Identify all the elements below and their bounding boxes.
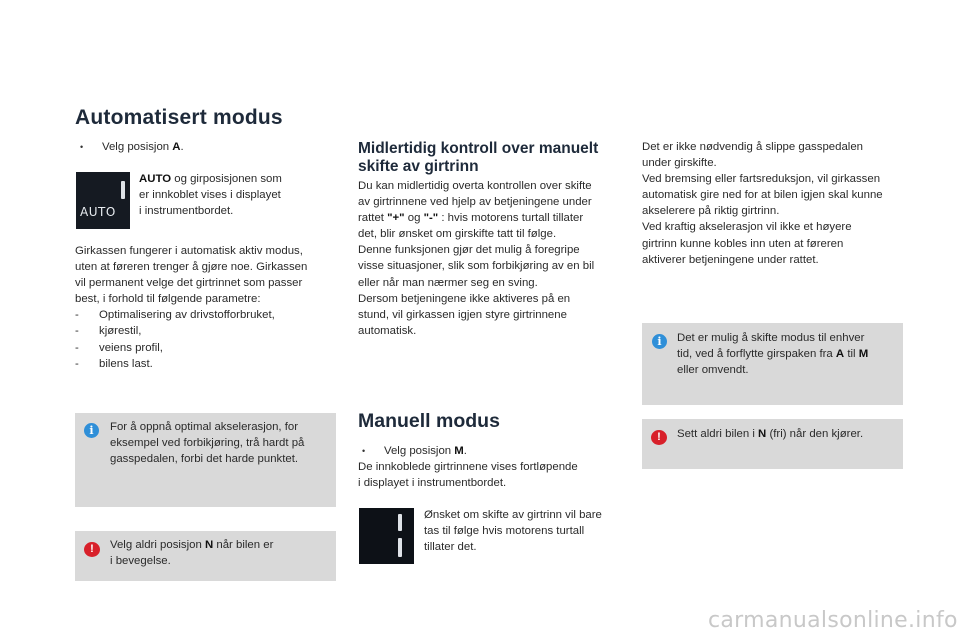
caption-line2: er innkoblet vises i displayet — [139, 189, 281, 202]
list-item — [75, 307, 307, 323]
info-line: gasspedalen, forbi det harde punktet. — [110, 453, 299, 466]
auto-mode-paragraph — [75, 243, 307, 372]
warning-icon: ! — [84, 542, 100, 557]
step-select-a — [80, 139, 184, 155]
manual-display-caption — [424, 507, 602, 555]
info-icon: i — [84, 423, 99, 438]
step-select-m — [362, 443, 467, 459]
step-position: A — [172, 141, 181, 153]
para-line: stund, vil girkassen igjen styre girtrinnene — [358, 308, 567, 321]
list-item-text: Optimalisering av drivstofforbruket, — [99, 309, 275, 322]
info-icon: i — [652, 334, 667, 349]
para-line: De innkoblede girtrinnene vises fortløpende — [358, 461, 578, 473]
gear-bar-upper — [398, 514, 402, 531]
para-line: Denne funksjonen gjør det mulig å foregripe — [358, 244, 580, 257]
step-bullet: • — [80, 142, 84, 152]
para-text: rattet — [358, 212, 388, 225]
warn-text: Sett aldri bilen i — [677, 428, 759, 440]
step-position: M — [454, 445, 464, 457]
step-text: Velg posisjon — [384, 445, 455, 457]
para-text: og — [404, 212, 424, 225]
info-line — [677, 346, 868, 362]
warning-box-neutral — [75, 531, 336, 581]
para-line: det, blir ønsket om girskifte tatt til følge. — [358, 228, 557, 241]
para-line: best, i forhold til følgende parametre: — [75, 293, 261, 306]
manual-mode-title: Manuell modus — [358, 410, 500, 432]
minus-control: "-" — [423, 212, 439, 225]
list-dash: - — [75, 341, 79, 354]
auto-word: AUTO — [139, 173, 172, 185]
step-suffix: . — [180, 141, 184, 153]
warning-box-text — [110, 537, 273, 569]
step-suffix: . — [463, 445, 467, 457]
para-line: Ved bremsing eller fartsreduksjon, vil girkassen — [642, 173, 881, 186]
caption-line1: og girposisjonen som — [171, 173, 282, 185]
title-line1: Midlertidig kontroll over manuelt — [358, 140, 599, 157]
info-line: For å oppnå optimal akselerasjon, for — [110, 421, 299, 433]
warning-icon: ! — [651, 430, 667, 445]
caption-line3: i instrumentbordet. — [139, 205, 234, 218]
list-dash: - — [75, 357, 79, 370]
position-a: A — [835, 348, 845, 361]
list-item — [75, 323, 307, 339]
manual-override-paragraph — [358, 178, 594, 339]
para-line: Ved kraftig akselerasjon vil ikke et høyere — [642, 221, 852, 234]
para-text: : hvis motorens turtall tillater — [438, 212, 584, 225]
list-item-text: bilens last. — [99, 357, 153, 370]
para-line: Girkassen fungerer i automatisk aktiv modus, — [75, 245, 303, 257]
para-line: automatisk gire ned for at bilen igjen skal kunne — [642, 189, 883, 202]
list-item-text: veiens profil, — [99, 341, 163, 354]
para-line: visse situasjoner, slik som forbikjøring av en bil — [358, 260, 595, 273]
gearshift-notes-paragraph — [642, 139, 883, 268]
info-text: tid, ved å forflytte girspaken fra — [677, 348, 836, 361]
auto-display-caption — [139, 171, 282, 219]
auto-display-image — [76, 172, 130, 229]
list-item — [75, 356, 307, 372]
info-line: eksempel ved forbikjøring, trå hardt på — [110, 437, 305, 450]
info-line: Det er mulig å skifte modus til enhver — [677, 332, 865, 344]
page-title: Automatisert modus — [75, 106, 283, 129]
step-text: Velg posisjon — [102, 141, 173, 153]
warn-text: når bilen er — [213, 539, 274, 551]
para-line: i displayet i instrumentbordet. — [358, 477, 507, 490]
para-line: Dersom betjeningene ikke aktiveres på en — [358, 292, 571, 305]
warning-box-text — [677, 426, 863, 442]
position-m: M — [858, 348, 869, 361]
info-line: eller omvendt. — [677, 364, 749, 377]
info-text: til — [844, 348, 859, 361]
para-line: automatisk. — [358, 324, 417, 337]
list-item — [75, 340, 307, 356]
list-item-text: kjørestil, — [99, 325, 142, 338]
warn-position: N — [204, 539, 214, 551]
gear-bar-lower — [398, 538, 402, 557]
gear-bar — [121, 181, 125, 199]
para-line: uten at føreren trenger å gjøre noe. Girkassen — [75, 261, 308, 274]
manual-display-image — [359, 508, 414, 564]
step-bullet: • — [362, 446, 366, 456]
warn-line2: i bevegelse. — [110, 555, 171, 568]
manual-mode-paragraph — [358, 459, 578, 491]
info-box-mode-switch — [642, 323, 903, 405]
para-line: akselerere på riktig girtrinn. — [642, 205, 780, 218]
caption-line: tas til følge hvis motorens turtall — [424, 525, 585, 538]
auto-display-label: AUTO — [80, 205, 116, 219]
info-box-acceleration — [75, 413, 336, 507]
info-box-text — [110, 419, 304, 467]
para-line: girtrinn kunne kobles inn uten at føreren — [642, 237, 844, 250]
warn-position: N — [758, 428, 767, 440]
caption-line: tillater det. — [424, 541, 477, 554]
manual-override-title — [358, 140, 598, 176]
warn-text: (fri) når den kjører. — [766, 428, 864, 440]
para-line: aktiverer betjeningene under rattet. — [642, 253, 819, 266]
info-box-text — [677, 330, 868, 378]
list-dash: - — [75, 309, 79, 322]
warning-box-neutral-driving — [642, 419, 903, 469]
para-line: eller når man nærmer seg en sving. — [358, 276, 538, 289]
watermark: carmanualsonline.info — [708, 608, 958, 633]
para-line: Du kan midlertidig overta kontrollen over skifte — [358, 180, 592, 192]
para-line — [358, 210, 594, 226]
warn-text: Velg aldri posisjon — [110, 539, 205, 551]
para-line: av girtrinnene ved hjelp av betjeningene under — [358, 196, 592, 209]
caption-line: Ønsket om skifte av girtrinn vil bare — [424, 509, 602, 521]
para-line: Det er ikke nødvendig å slippe gasspedalen — [642, 141, 863, 153]
title-line2: skifte av girtrinn — [358, 158, 479, 175]
list-dash: - — [75, 325, 79, 338]
plus-control: "+" — [387, 212, 405, 225]
para-line: vil permanent velge det girtrinnet som passer — [75, 277, 303, 290]
para-line: under girskifte. — [642, 157, 717, 170]
